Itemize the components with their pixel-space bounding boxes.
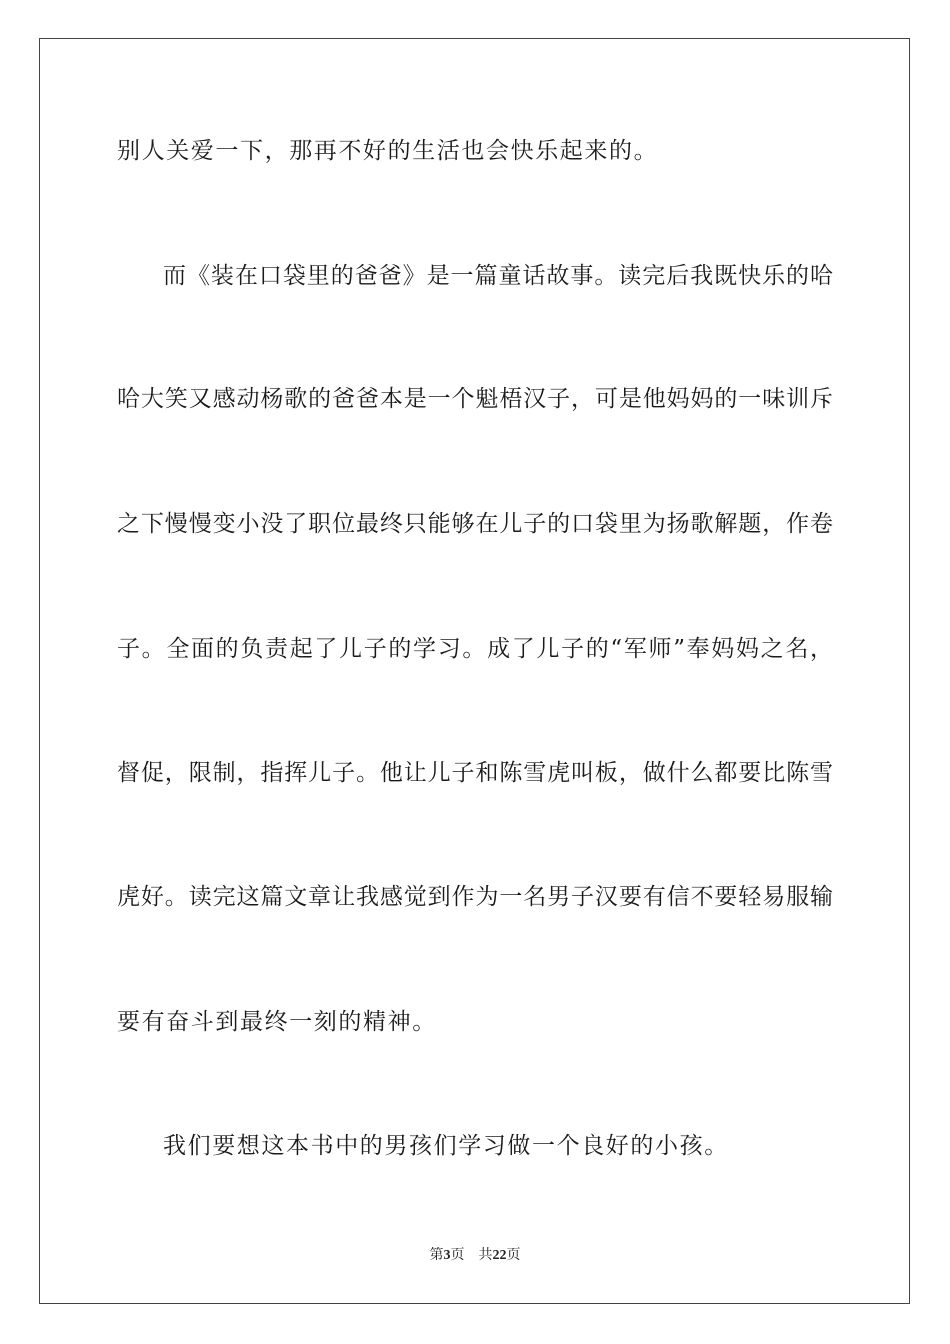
page-prefix: 第 <box>429 1248 444 1263</box>
body-text-line: 虎好。读完这篇文章让我感觉到作为一名男子汉要有信不要轻易服输 <box>117 884 833 910</box>
page-border <box>39 38 910 1304</box>
body-text-line: 别人关爱一下，那再不好的生活也会快乐起来的。 <box>117 138 659 164</box>
body-text-line: 督促，限制，指挥儿子。他让儿子和陈雪虎叫板，做什么都要比陈雪 <box>117 760 833 786</box>
page-number: 3 <box>443 1248 451 1263</box>
page-suffix: 页 <box>450 1248 465 1263</box>
body-text-line: 而《装在口袋里的爸爸》是一篇童话故事。读完后我既快乐的哈 <box>163 263 833 289</box>
body-text-line: 哈大笑又感动杨歌的爸爸本是一个魁梧汉子，可是他妈妈的一味训斥 <box>117 386 833 412</box>
total-pages: 22 <box>492 1248 507 1263</box>
body-text-line: 我们要想这本书中的男孩们学习做一个良好的小孩。 <box>163 1133 729 1159</box>
body-text-line: 要有奋斗到最终一刻的精神。 <box>117 1009 437 1035</box>
body-text-line: 子。全面的负责起了儿子的学习。成了儿子的“军师”奉妈妈之名， <box>117 636 833 662</box>
body-text-line: 之下慢慢变小没了职位最终只能够在儿子的口袋里为扬歌解题，作卷 <box>117 511 833 537</box>
total-prefix: 共 <box>478 1248 493 1263</box>
total-suffix: 页 <box>506 1248 521 1263</box>
page-footer <box>0 1247 950 1265</box>
